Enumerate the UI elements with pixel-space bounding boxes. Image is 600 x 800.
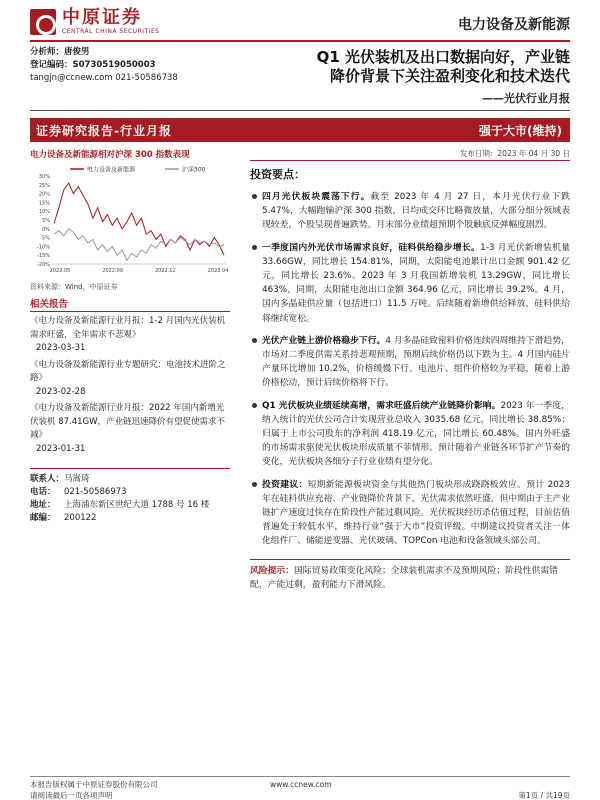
related-item-date: 2023-01-31 <box>36 443 86 454</box>
page-number: 第1页 / 共19页 <box>518 791 570 800</box>
contact-zip: 200122 <box>64 513 97 523</box>
contact-person: 马嵩琦 <box>64 474 90 484</box>
key-point-1 <box>250 190 570 233</box>
contact-block <box>30 468 230 525</box>
key-point-2-highlight: 一季度国内外光伏市场需求良好，硅料供给稳步增长。 <box>262 242 481 253</box>
key-point-2-text: 1-3 月光伏新增装机量 33.66GW，同比增长 154.81%，同期，太阳能电池累计出口金额 901.42 亿元，同比增长 23.6%。2023 年 3 月我国新增装机 13.29GW，同比增长 463%，同期，太阳能电池出口金额 364.96 亿元，同比增长 39.2%。4 月，国内多晶硅供应量（包括进口）11.5 万吨。后续随着新增供给释放，硅料供给将继续宽松。 <box>262 242 570 324</box>
related-item-date: 2023-03-31 <box>36 343 86 353</box>
key-point-5 <box>250 478 570 549</box>
key-point-2 <box>250 241 570 326</box>
analyst-contact: tangjn@ccnew.com 021-50586738 <box>30 73 178 83</box>
x-tick-label: 2023.04 <box>207 268 229 274</box>
logo-en: CENTRAL CHINA SECURITIES <box>62 28 160 35</box>
footer-url[interactable]: www.ccnew.com <box>270 780 332 789</box>
sub-title: ——光伏行业月报 <box>482 92 570 105</box>
related-heading: 相关报告 <box>30 296 230 312</box>
y-tick-label: 20% <box>38 191 50 198</box>
contact-zip-label: 邮编： <box>30 513 56 523</box>
logo-cn: 中原证券 <box>62 7 142 28</box>
contact-person-label: 联系人： <box>30 474 65 484</box>
contact-phone: 021-50586973 <box>64 487 127 497</box>
y-tick-label: -5% <box>40 235 50 242</box>
performance-chart <box>30 164 230 276</box>
key-point-3-text: 4 月多晶硅致密料价格连续四周维持下滑趋势，市场对二季度供需关系持悲观预期，预期后续价格仍以下跌为主。4 月国内硅片产量环比增加 10.2%，价格缓慢下行。电池片、组件价格较为平稳，随着上游价格松动，预计后续价格将下行。 <box>262 335 570 389</box>
series-line <box>54 183 224 255</box>
left-column <box>30 148 230 525</box>
related-item[interactable] <box>30 402 230 456</box>
publish-date: 发布日期：2023 年 04 月 30 日 <box>250 148 570 161</box>
main-title-line1: Q1 光伏装机及出口数据向好，产业链 <box>316 48 570 66</box>
analyst-name-label: 分析师： <box>30 47 65 57</box>
legend-label: 沪深300 <box>182 166 206 174</box>
contact-phone-label: 电话： <box>30 487 56 497</box>
x-tick-label: 2022.09 <box>102 268 124 274</box>
key-point-5-highlight: 投资建议： <box>262 479 308 490</box>
page-footer <box>30 776 570 800</box>
footer-copyright: 本报告版权属于中原证券股份有限公司 <box>30 780 158 789</box>
key-point-4 <box>250 399 570 470</box>
x-tick-label: 2022.05 <box>49 268 71 274</box>
key-point-4-text: 2023 年一季度，纳入统计的光伏公司合计实现营业总收入 3035.68 亿元，同比增长 38.85%；归属于上市公司股东的净利润 418.19 亿元，同比增长 60.48%。国内外旺盛的市场需求驱使光伏板块形成质量不菲情形。预计随着产业链各环节扩产节奏的变化，光伏板块各细分子行业业绩有望分化。 <box>262 400 570 468</box>
y-tick-label: 10% <box>38 209 50 216</box>
contact-address: 上海浦东新区世纪大道 1788 号 16 楼 <box>64 500 210 510</box>
company-logo <box>30 8 160 35</box>
analyst-info <box>30 46 200 85</box>
title-divider <box>30 110 570 111</box>
analyst-reg-label: 登记编码： <box>30 60 73 70</box>
related-item[interactable] <box>30 359 230 400</box>
legend-label: 电力设备及新能源 <box>87 166 136 174</box>
related-item-text: 《电力设备及新能源行业专题研究：电池技术进阶之路》 <box>30 359 226 383</box>
chart-source: 资料来源：Wind，中原证券 <box>30 283 118 291</box>
y-tick-label: -20% <box>37 262 50 268</box>
series-line <box>54 229 224 261</box>
sector-label: 电力设备及新能源 <box>458 17 570 33</box>
key-point-4-highlight: Q1 光伏板块业绩延续高增，需求旺盛后续产业链降价影响。 <box>262 400 501 411</box>
y-tick-label: 5% <box>42 218 50 224</box>
right-column <box>250 148 570 592</box>
footer-disclaimer: 请阅读最后一页各项声明 <box>30 791 113 800</box>
risk-text: 国际贸易政策变化风险；全球装机需求不及预期风险；阶段性供需错配，产能过剩，盈利能力下滑风险。 <box>250 565 558 590</box>
key-point-3 <box>250 334 570 391</box>
x-tick-label: 2022.12 <box>154 268 176 274</box>
key-point-5-text: 短期新能源板块资金与其他热门板块形成跷跷板效应。预计 2023 年在硅料供应充裕、产业链降价背景下，光伏需求依然旺盛，但中期由于主产业链扩产速度过快存在阶段性产能过剩风险。光伏板块经历杀估值过程，目前估值普遍处于较低水平，维持行业“强于大市”投资评级。中期建议投资者关注一体化组件厂、储能逆变器、光伏玻璃、TOPCon 电池和设备领域头部公司。 <box>262 479 570 547</box>
risk-label: 风险提示： <box>250 565 294 576</box>
related-item-date: 2023-02-28 <box>36 386 86 397</box>
key-point-1-highlight: 四月光伏板块震荡下行。 <box>262 192 371 202</box>
chart-title: 电力设备及新能源相对沪深 300 指数表现 <box>30 150 190 160</box>
header-divider <box>30 40 570 42</box>
related-item-text: 《电力设备及新能源行业月报：2022 年国内新增光伏装机 87.41GW，产业链迅速降价有望促使需求不减》 <box>30 403 226 440</box>
y-tick-label: -15% <box>37 253 50 260</box>
rating: 强于大市(维持) <box>479 124 562 138</box>
related-item[interactable] <box>30 315 230 356</box>
related-item-text: 《电力设备及新能源行业月报：1-2 月国内光伏装机需求旺盛，全年需求不悲观》 <box>30 316 226 340</box>
y-tick-label: 30% <box>38 174 50 180</box>
related-reports <box>30 315 230 456</box>
risk-warning <box>250 559 570 592</box>
analyst-reg: S0730519050003 <box>72 60 156 70</box>
y-tick-label: 25% <box>38 182 50 189</box>
contact-address-label: 地址： <box>30 500 56 510</box>
y-tick-label: 0% <box>42 226 50 233</box>
key-point-1-text: 截至 2023 年 4 月 27 日，本月光伏行业下跌 5.47%，大幅跑输沪深 300 指数，日均成交环比略微放量，大部分细分领域表现较差，个股呈现普遍跌势。月末部分业绩超预期个股触底反弹幅度剧烈。 <box>262 192 570 231</box>
logo-mark-icon <box>30 9 56 35</box>
title-block <box>210 48 570 106</box>
page-header <box>0 0 600 44</box>
investment-heading: 投资要点： <box>250 168 305 181</box>
y-tick-label: 15% <box>38 200 50 207</box>
main-title-line2: 降价背景下关注盈利变化和技术迭代 <box>329 67 570 85</box>
report-type-bar <box>30 118 570 142</box>
y-tick-label: -10% <box>37 244 50 251</box>
analyst-name: 唐俊男 <box>64 47 90 57</box>
key-point-3-highlight: 光伏产业链上游价格稳步下行。 <box>262 335 386 346</box>
report-type: 证券研究报告-行业月报 <box>36 124 172 138</box>
